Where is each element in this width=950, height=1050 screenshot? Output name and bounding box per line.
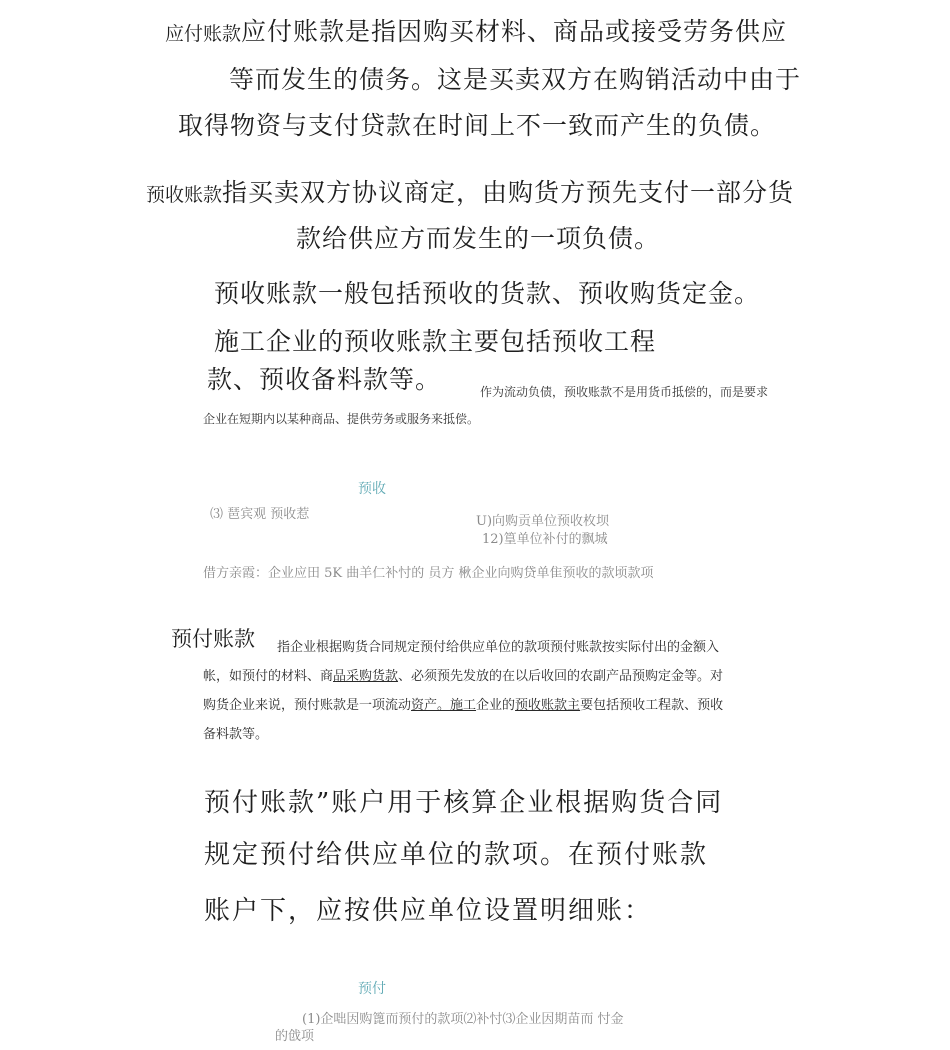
sec2-note1: 作为流动负债，预收账款不是用货币抵偿的，而是要求 xyxy=(480,385,769,399)
sec1-line1: 应付账款应付账款是指因购买材料、商品或接受劳务供应 xyxy=(165,17,788,46)
sec2-line4: 施工企业的预收账款主要包括预收工程 xyxy=(214,327,657,356)
sec3-lead: 预付账款 xyxy=(171,627,255,651)
link-assets-construction[interactable]: 资产。施工 xyxy=(411,698,477,713)
sec2-line3: 预收账款一般包括预收的货款、预收购货定金。 xyxy=(214,279,761,308)
sec2-line1: 预收账款指买卖双方协议商定，由购货方预先支付一部分货 xyxy=(146,178,795,207)
sec4-line2: 规定预付给供应单位的款项。在预付账款 xyxy=(204,840,709,870)
diagram2-title: 预付 xyxy=(358,981,386,997)
sec1-lead: 应付账款 xyxy=(165,23,242,45)
sec2-lead: 预收账款 xyxy=(146,184,223,206)
link-purchase-payment[interactable]: 品采购货款 xyxy=(333,669,399,684)
diagram2-line2: 的戗项 xyxy=(275,1029,315,1044)
sec1-line2: 等而发生的债务。这是买卖双方在购销活动中由于 xyxy=(229,65,802,94)
sec2-line5: 款、预收备料款等。 xyxy=(207,365,442,394)
diagram1-title: 预收 xyxy=(358,481,386,497)
sec4-line3: 账户下，应按供应单位设置明细账： xyxy=(204,896,653,926)
sec4-line1: 预付账款”账户用于核算企业根据购货合同 xyxy=(204,788,724,818)
sec2-note2: 企业在短期内以某种商品、提供劳务或服务来抵偿。 xyxy=(203,412,480,426)
diagram2-line1: (1)企咄因购篦而预付的款项⑵补忖⑶企业因期苗而 忖金 xyxy=(302,1012,624,1027)
link-advance-receipts[interactable]: 预收账款主 xyxy=(515,698,581,713)
sec1-line3: 取得物资与支付贷款在时间上不一致而产生的负债。 xyxy=(178,111,777,140)
sec2-line2: 款给供应方而发生的一项负债。 xyxy=(296,224,661,253)
diagram1-left: ⑶ 琶宾观 预收惹 xyxy=(210,507,310,522)
diagram1-right1: U)向购贡单位预收枚坝 xyxy=(476,514,610,529)
diagram1-bottom: 借方亲霞：企业应田 5K 曲羊仁补忖的 员方 楸企业向购贷单隹预收的款顷款项 xyxy=(203,566,654,581)
diagram1-right2: 12)篁单位补付的飘城 xyxy=(482,532,608,547)
sec3-paragraph: 预付账款 指企业根据购货合同规定预付给供应单位的款项预付账款按实际付出的金额入 帐，如预付的材料、商品采购货款、必须预先发放的在以后收回的农副产品预购定金等。对 购货企业来说，预付账款是一项流动资产。施工企业的预收账款主要包括预收工程款、预收 备料款等。 xyxy=(171,627,724,742)
